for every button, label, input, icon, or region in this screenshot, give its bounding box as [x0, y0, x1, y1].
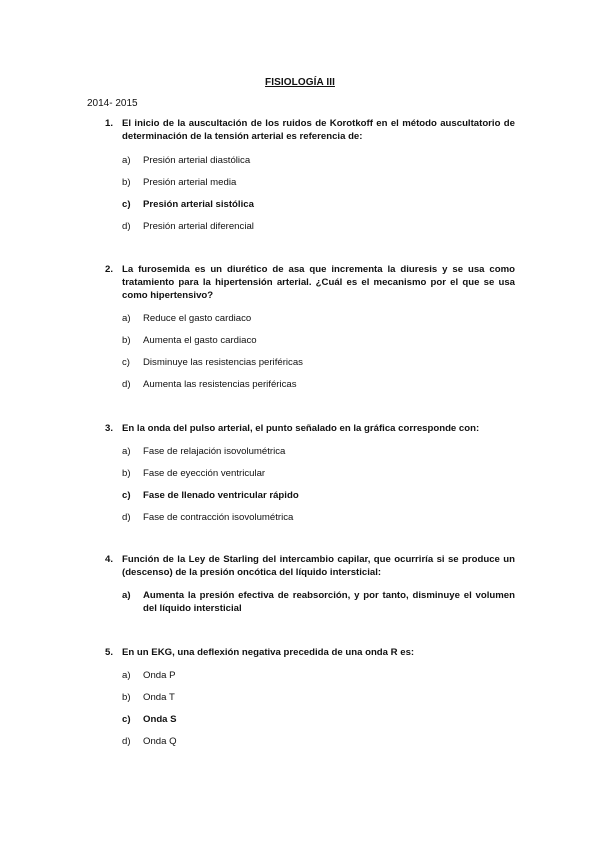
option-list — [105, 589, 515, 615]
option-item[interactable] — [105, 177, 515, 199]
option-list — [105, 670, 515, 758]
option-item[interactable] — [105, 512, 515, 534]
option-item[interactable] — [105, 379, 515, 401]
option-list — [105, 313, 515, 401]
question-2 — [105, 263, 515, 401]
option-letter: b) — [122, 335, 131, 346]
option-list — [105, 155, 515, 243]
question-text: En un EKG, una deflexión negativa precedida de una onda R es: — [122, 647, 415, 658]
document-title: FISIOLOGÍA III — [265, 77, 335, 88]
question-number: 4. — [105, 554, 114, 565]
option-item-correct[interactable] — [105, 589, 515, 615]
option-item-correct[interactable] — [105, 199, 515, 221]
question-text: Función de la Ley de Starling del intercambio capilar, que ocurriría si se produce un (descenso) de la presión oncótica del líquido intersticial: — [122, 554, 515, 578]
option-text: Aumenta las resistencias periféricas — [143, 379, 297, 390]
question-number: 5. — [105, 647, 114, 658]
option-item[interactable] — [105, 221, 515, 243]
option-text: Onda T — [143, 692, 175, 703]
option-text: Aumenta la presión efectiva de reabsorción, y por tanto, disminuye el volumen del líquido intersticial — [143, 590, 515, 614]
question-number: 2. — [105, 264, 114, 275]
option-item[interactable] — [105, 446, 515, 468]
option-text: Onda Q — [143, 736, 177, 747]
option-item[interactable] — [105, 357, 515, 379]
option-text: Presión arterial sistólica — [143, 199, 254, 210]
option-text: Reduce el gasto cardiaco — [143, 313, 252, 324]
option-text: Disminuye las resistencias periféricas — [143, 357, 303, 368]
question-number: 3. — [105, 423, 114, 434]
option-item[interactable] — [105, 468, 515, 490]
option-item-correct[interactable] — [105, 714, 515, 736]
option-text: Fase de contracción isovolumétrica — [143, 512, 294, 523]
question-text: El inicio de la auscultación de los ruidos de Korotkoff en el método auscultatorio de determinación de la tensión arterial es referencia de: — [122, 118, 515, 142]
option-item[interactable] — [105, 670, 515, 692]
option-letter: a) — [122, 313, 131, 324]
option-letter: c) — [122, 357, 130, 368]
option-text: Fase de relajación isovolumétrica — [143, 446, 286, 457]
option-item[interactable] — [105, 155, 515, 177]
option-letter: b) — [122, 692, 131, 703]
academic-year: 2014- 2015 — [87, 98, 138, 109]
question-text: La furosemida es un diurético de asa que incrementa la diuresis y se usa como tratamiento para la hipertensión arterial. ¿Cuál es el mecanismo por el que se usa como hipertensivo? — [122, 264, 515, 301]
option-item-correct[interactable] — [105, 490, 515, 512]
question-3 — [105, 422, 515, 534]
option-item[interactable] — [105, 736, 515, 758]
option-item[interactable] — [105, 335, 515, 357]
option-text: Fase de eyección ventricular — [143, 468, 266, 479]
option-letter: b) — [122, 177, 131, 188]
option-text: Onda P — [143, 670, 176, 681]
option-letter: a) — [122, 590, 131, 601]
option-letter: d) — [122, 379, 131, 390]
option-letter: d) — [122, 512, 131, 523]
option-letter: c) — [122, 199, 131, 210]
option-letter: a) — [122, 446, 131, 457]
question-4 — [105, 553, 515, 615]
option-letter: a) — [122, 670, 131, 681]
option-text: Presión arterial media — [143, 177, 237, 188]
option-letter: a) — [122, 155, 131, 166]
question-number: 1. — [105, 118, 114, 129]
question-5 — [105, 646, 515, 758]
option-letter: c) — [122, 714, 131, 725]
option-text: Presión arterial diastólica — [143, 155, 251, 166]
option-letter: d) — [122, 736, 131, 747]
question-1 — [105, 117, 515, 243]
option-text: Aumenta el gasto cardiaco — [143, 335, 257, 346]
option-item[interactable] — [105, 692, 515, 714]
option-letter: b) — [122, 468, 131, 479]
option-item[interactable] — [105, 313, 515, 335]
option-text: Onda S — [143, 714, 177, 725]
option-list — [105, 446, 515, 534]
question-text: En la onda del pulso arterial, el punto señalado en la gráfica corresponde con: — [122, 423, 480, 434]
option-text: Fase de llenado ventricular rápido — [143, 490, 299, 501]
option-letter: d) — [122, 221, 131, 232]
option-text: Presión arterial diferencial — [143, 221, 254, 232]
option-letter: c) — [122, 490, 131, 501]
